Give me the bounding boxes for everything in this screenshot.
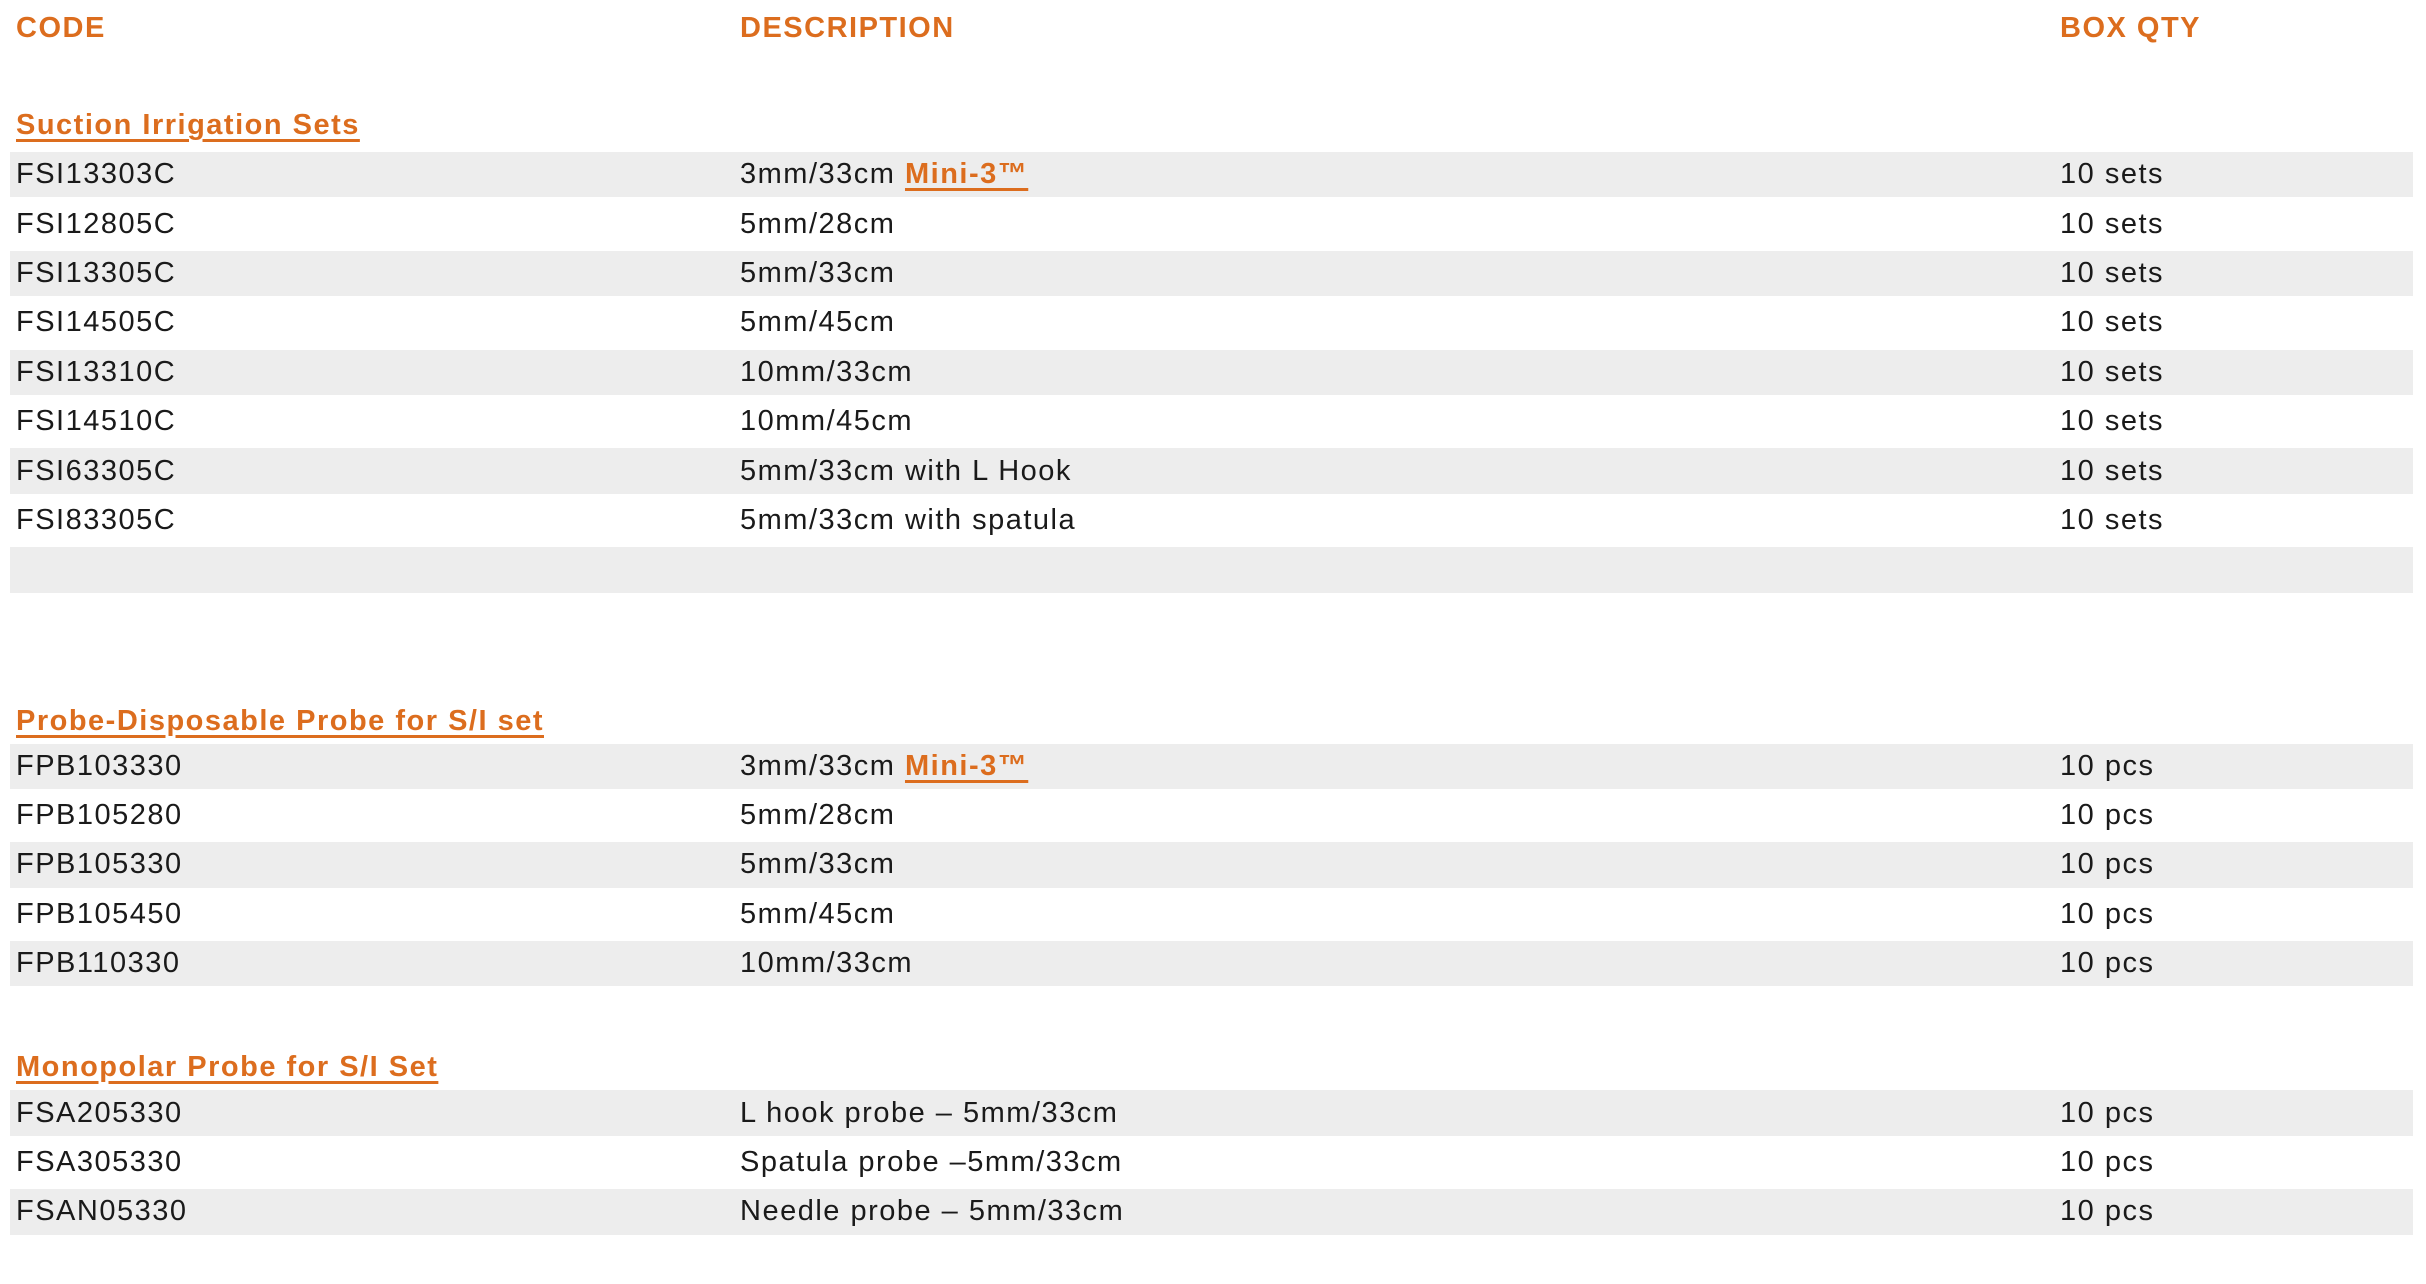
description-cell: L hook probe – 5mm/33cm	[740, 1096, 1119, 1129]
box-qty-cell: 10 pcs	[2060, 1146, 2155, 1179]
code-cell: FSI14510C	[16, 405, 177, 438]
description-cell: Needle probe – 5mm/33cm	[740, 1195, 1125, 1228]
code-cell: FSA205330	[16, 1096, 183, 1129]
code-cell: FSI12805C	[16, 207, 177, 240]
column-header-box-qty: BOX QTY	[2060, 12, 2202, 44]
section-rows	[10, 1088, 2413, 1236]
box-qty-cell: 10 pcs	[2060, 1096, 2155, 1129]
column-header-code: CODE	[16, 12, 106, 44]
table-row	[10, 840, 2413, 889]
section-rows	[10, 742, 2413, 989]
section-heading-link[interactable]: Probe-Disposable Probe for S/I set	[16, 704, 544, 737]
box-qty-cell: 10 sets	[2060, 405, 2164, 438]
code-cell: FSI83305C	[16, 503, 177, 536]
code-cell: FSI14505C	[16, 306, 177, 339]
code-cell: FSI13310C	[16, 355, 177, 388]
table-row	[10, 1088, 2413, 1137]
description-cell: 5mm/33cm	[740, 848, 896, 881]
box-qty-cell: 10 sets	[2060, 207, 2164, 240]
mini-3-link[interactable]: Mini-3™	[904, 158, 1029, 191]
table-row	[10, 890, 2413, 939]
table-row	[10, 1138, 2413, 1187]
box-qty-cell: 10 pcs	[2060, 749, 2155, 782]
section-heading-link[interactable]: Monopolar Probe for S/I Set	[16, 1051, 439, 1084]
table-row	[10, 298, 2413, 347]
box-qty-cell: 10 sets	[2060, 454, 2164, 487]
description-cell: Spatula probe –5mm/33cm	[740, 1146, 1123, 1179]
table-row	[10, 545, 2413, 594]
description-cell: 10mm/33cm	[740, 947, 914, 980]
description-cell: 5mm/33cm with L Hook	[740, 454, 1072, 487]
table-row	[10, 939, 2413, 988]
table-row	[10, 446, 2413, 495]
table-header-row	[10, 10, 2413, 46]
code-cell: FPB105280	[16, 799, 183, 832]
product-catalog-table	[10, 10, 2413, 1237]
description-cell: 5mm/33cm	[740, 256, 896, 289]
code-cell: FSI13303C	[16, 158, 177, 191]
mini-3-link[interactable]: Mini-3™	[904, 749, 1029, 782]
table-row	[10, 199, 2413, 248]
box-qty-cell: 10 pcs	[2060, 1195, 2155, 1228]
section-rows	[10, 150, 2413, 595]
box-qty-cell: 10 sets	[2060, 355, 2164, 388]
table-row	[10, 496, 2413, 545]
code-cell: FPB103330	[16, 749, 183, 782]
description-cell: 5mm/28cm	[740, 207, 896, 240]
table-row	[10, 1187, 2413, 1236]
product-section	[10, 703, 2413, 989]
table-row	[10, 742, 2413, 791]
box-qty-cell: 10 sets	[2060, 306, 2164, 339]
code-cell: FPB105330	[16, 848, 183, 881]
box-qty-cell: 10 sets	[2060, 503, 2164, 536]
product-section	[10, 1049, 2413, 1236]
code-cell: FPB110330	[16, 947, 181, 980]
description-cell: 5mm/28cm	[740, 799, 896, 832]
code-cell: FPB105450	[16, 897, 183, 930]
column-header-description: DESCRIPTION	[740, 12, 955, 44]
description-cell: 10mm/33cm	[740, 355, 914, 388]
table-row	[10, 348, 2413, 397]
code-cell: FSI63305C	[16, 454, 177, 487]
product-section	[10, 107, 2413, 595]
box-qty-cell: 10 pcs	[2060, 947, 2155, 980]
table-row	[10, 249, 2413, 298]
table-row	[10, 791, 2413, 840]
description-cell: 3mm/33cm Mini-3™	[740, 158, 1029, 191]
table-row	[10, 150, 2413, 199]
box-qty-cell: 10 sets	[2060, 158, 2164, 191]
description-cell: 10mm/45cm	[740, 405, 914, 438]
description-cell: 5mm/33cm with spatula	[740, 503, 1077, 536]
section-heading-link[interactable]: Suction Irrigation Sets	[16, 109, 360, 141]
catalog-body	[10, 107, 2413, 1237]
code-cell: FSAN05330	[16, 1195, 188, 1228]
box-qty-cell: 10 sets	[2060, 256, 2164, 289]
code-cell: FSI13305C	[16, 256, 177, 289]
box-qty-cell: 10 pcs	[2060, 897, 2155, 930]
description-cell: 5mm/45cm	[740, 306, 896, 339]
box-qty-cell: 10 pcs	[2060, 848, 2155, 881]
table-row	[10, 397, 2413, 446]
description-cell: 3mm/33cm Mini-3™	[740, 749, 1029, 782]
box-qty-cell: 10 pcs	[2060, 799, 2155, 832]
description-cell: 5mm/45cm	[740, 897, 896, 930]
code-cell: FSA305330	[16, 1146, 183, 1179]
